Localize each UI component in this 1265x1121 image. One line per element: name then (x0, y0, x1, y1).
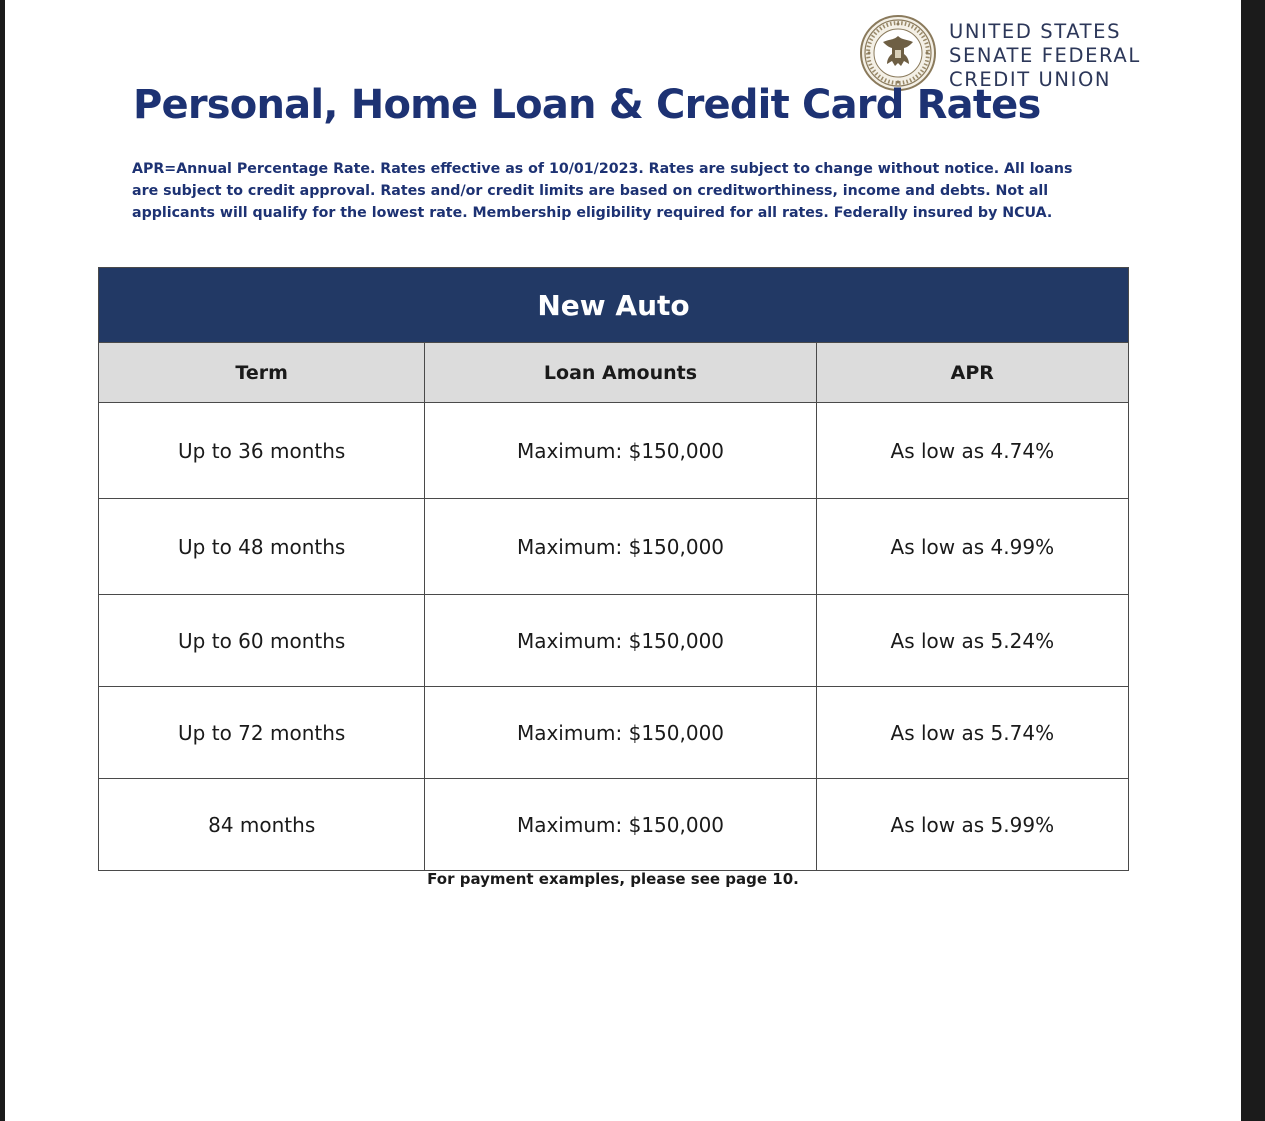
loan-amount-cell: Maximum: $150,000 (425, 687, 816, 779)
table-row (99, 499, 1129, 595)
rates-disclaimer: APR=Annual Percentage Rate. Rates effective as of 10/01/2023. Rates are subject to change without notice. All loans are subject to credit approval. Rates and/or credit limits are based on creditworthiness, income and debts. Not all applicants will qualify for the lowest rate. Membership eligibility required for all rates. Federally insured by NCUA. (132, 161, 1073, 221)
table-row (99, 595, 1129, 687)
apr-cell: As low as 5.24% (816, 595, 1128, 687)
section-title: New Auto (99, 268, 1129, 343)
new-auto-rates-table (98, 267, 1129, 871)
apr-cell: As low as 4.74% (816, 403, 1128, 499)
table-row (99, 403, 1129, 499)
column-header-apr: APR (816, 343, 1128, 403)
logo-line-2: SENATE FEDERAL (949, 44, 1141, 67)
term-cell: Up to 48 months (99, 499, 425, 595)
loan-amount-cell: Maximum: $150,000 (425, 499, 816, 595)
table-row (99, 687, 1129, 779)
page-title: Personal, Home Loan & Credit Card Rates (133, 82, 1041, 128)
document-page (5, 0, 1241, 1121)
loan-amount-cell: Maximum: $150,000 (425, 595, 816, 687)
term-cell: Up to 72 months (99, 687, 425, 779)
column-header-loan-amounts: Loan Amounts (425, 343, 816, 403)
apr-cell: As low as 5.74% (816, 687, 1128, 779)
payment-examples-footnote: For payment examples, please see page 10. (427, 870, 799, 888)
table-row (99, 779, 1129, 871)
term-cell: Up to 60 months (99, 595, 425, 687)
senate-seal-icon (859, 14, 937, 92)
viewer-scrollbar[interactable] (1241, 0, 1265, 1121)
credit-union-logo (859, 14, 1141, 92)
apr-cell: As low as 4.99% (816, 499, 1128, 595)
loan-amount-cell: Maximum: $150,000 (425, 779, 816, 871)
term-cell: Up to 36 months (99, 403, 425, 499)
column-header-term: Term (99, 343, 425, 403)
term-cell: 84 months (99, 779, 425, 871)
column-header-row (99, 343, 1129, 403)
loan-amount-cell: Maximum: $150,000 (425, 403, 816, 499)
logo-line-3: CREDIT UNION (949, 68, 1112, 91)
logo-line-1: UNITED STATES (949, 20, 1122, 43)
apr-cell: As low as 5.99% (816, 779, 1128, 871)
